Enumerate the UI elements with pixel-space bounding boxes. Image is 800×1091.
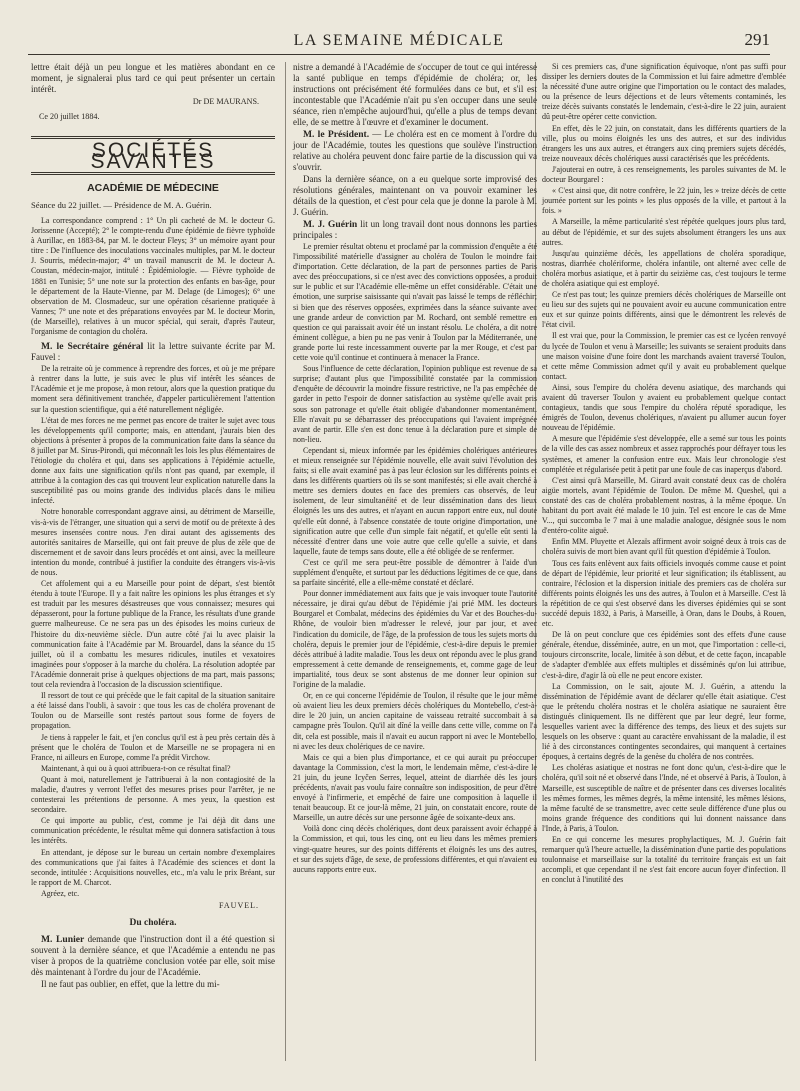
body-paragraph: Jusqu'au quinzième décès, les appellations de choléra sporadique, nostras, diarrhée cholériforme, choléra infantile, ont alterné avec celle de choléra morbus asiatique, et à partir du seizième cas, c'est toujours le terme de choléra asiatique qui est employé.	[542, 248, 786, 288]
section-title: SOCIÉTÉS SAVANTES	[31, 136, 275, 175]
body-paragraph: Les choléras asiatique et nostras ne font donc qu'un, c'est-à-dire que le choléra, qu'il soit né et observé dans l'Inde, né et observé à Paris, à Toulon, à Marseille, est susceptible de naître et de présenter dans ces diverses localités les mêmes formes, les mêmes degrés, la même intensité, les mêmes lésions, la même faculté de se transmettre, avec cette seule différence d'une plus ou moins grande fréquence des conditions qui lui donnent naissance dans l'Inde, à Paris, à Toulon.	[542, 763, 786, 833]
column-2	[293, 62, 537, 876]
intro-text: lettre était déjà un peu longue et les matières abondant en ce moment, je signalerai plus tard ce qui peut présenter un certain intérêt.	[31, 62, 275, 94]
body-paragraph: C'est ainsi qu'à Marseille, M. Girard avait constaté deux cas de choléra aigüe mortels, avant l'épidémie de Toulon. De même M. Queshel, qui a constaté des cas de choléra probablement nostras, à la même époque. Un habitant du port avait été malade le 10 juin. Tel est encore le cas de Mme V..., qui succomba le 7 mai à une maladie analogue, désignée sous le nom d'entéro-colite aiguë.	[542, 475, 786, 536]
speaker-name: M. Lunier	[41, 934, 85, 945]
body-paragraph: C'est ce qu'il me sera peut-être possible de démontrer à l'aide d'un supplément d'enquête, et surtout par les déductions légitimes de ce que, dans sa parfaite sincérité, elle a elle-même constaté et déclaré.	[293, 557, 537, 588]
lunier-paragraph	[31, 934, 275, 978]
president-text-2: Dans la dernière séance, on a eu quelque sorte improvisé des résolutions générales, maintenant on va pouvoir examiner les détails de la question, et c'est pour cela que je donne la parole à M. J. Guérin.	[293, 174, 537, 217]
speaker-name: M. J. Guérin	[303, 219, 358, 230]
letter-body	[31, 364, 275, 888]
letter-paragraph: En attendant, je dépose sur le bureau un certain nombre d'exemplaires des communications que j'ai faites à l'Académie des sciences et dont la seconde, intitulée : Acquisitions nouvelles, etc., m'a valu le prix Bréant, sur le rapport de M. Charcot.	[31, 847, 275, 887]
body-paragraph: De là on peut conclure que ces épidémies sont des effets d'une cause générale, étendue, disséminée, autre, en un mot, que l'importation : celle-ci, toujours circonscrite, locale, limitée à son début, et de cette façon, incapable de s'adapter d'emblée aux effets multiples et disséminés qu'on lui attribue, c'est-à-dire, d'agir là où elle ne peut encore exister.	[542, 630, 786, 680]
letter-paragraph: Quant à moi, naturellement je l'attribuerai à la non contagiosité de la maladie, d'autres y verront l'effet des mesures prises pour l'arrêter, je ne contesterai les prétentions de personne. A mes yeux, la question est secondaire.	[31, 774, 275, 815]
page-number: 291	[744, 30, 770, 49]
president-paragraph	[293, 129, 537, 173]
body-paragraph: La Commission, on le sait, ajoute M. J. Guérin, a attendu la dissémination de l'épidémie avant de déclarer qu'elle était asiatique. C'est que le prétendu choléra nostras et le choléra asiatique ne sauraient être distingués cliniquement. Ils ne diffèrent que par leur degré, leur forme, lesquelles varient avec la différence des temps, des lieux et des sujets sur lesquels on les observe : quant au caractère envahissant de la maladie, il est lié à des circonstances contingentes secondaires, qui manquent à certaines époques, à certains degrés de la genèse du choléra de nos contrées.	[542, 681, 786, 762]
letter-paragraph: Notre honorable correspondant aggrave ainsi, au détriment de Marseille, vis-à-vis de l'étranger, une situation qui a servi de motif ou de prétexte à des mesures insensées contre nous. J'en dirai autant des agissements des autorités sanitaires de Marseille, qui ont fait preuve de plus de zèle que de discernement et de savoir dans leurs procédés et ont ainsi, avec la meilleure intention du monde, contribué à justifier la conduite des étrangers vis-à-vis de nous.	[31, 507, 275, 577]
body-paragraph: Voilà donc cinq décès cholériques, dont deux paraissent avoir échappé à la Commission, et qui, tous les cinq, ont eu lieu dans les mêmes premiers vingt-quatre heures, sur des points différents et éloignés les uns des autres, et sur des sujets d'âge, de sexe, de professions différentes, et qui n'avaient eu aucuns rapports entre eux.	[293, 824, 537, 874]
body-paragraph: Tous ces faits enlèvent aux faits officiels invoqués comme cause et point de départ de l'épidémie, leur priorité et leur signification; ils établissent, au contraire, l'éclosion et la dispersion initiale des premiers cas de choléra sur différents points éloignés les uns des autres, à Toulon et à Marseille. C'est là la répétition de ce qui s'est observé dans les diverses épidémies qui se sont succédé depuis 1832, à Paris, à Marseille, à Oran, dans le Doubs, à Rouen, etc.	[542, 558, 786, 629]
speaker-name: M. le Président.	[303, 129, 370, 140]
letter-paragraph: L'état de mes forces ne me permet pas encore de traiter le sujet avec tous les développements qu'il comporte; mais, en attendant, j'aurais bien des objections à présenter à propos de la communication faite dans la séance du 8 juillet par M. Sirus-Pirondi, qui méconnaît les lois les plus élémentaires de l'étiologie du choléra et qui, dans ses applications à l'épidémie actuelle, donne aux faits une signification qu'ils n'ont pas quand, par exemple, il attribue à la contagion des cas qui trouvent leur explication naturelle dans la susceptibilité pas ou moins grande des individus placés dans le milieu infecté.	[31, 415, 275, 506]
column-divider	[285, 62, 286, 1061]
body-paragraph: En effet, dès le 22 juin, on constatait, dans les différents quartiers de la ville, plus ou moins éloignés les uns des autres, et sur des individus étrangers les uns aux autres, et étrangers aux cinq premiers sujets décédés, treize nouveaux décès cholériques aussi caractérisés que les précédents.	[542, 123, 786, 163]
body-paragraph: Le premier résultat obtenu et proclamé par la commission d'enquête a été l'impossibilité matérielle d'assigner au choléra de Toulon le moindre fait d'importation. Cette déclaration, de la part de personnes parties de Paris avec des préoccupations, si ce n'est avec des convictions opposées, a produit sur le public et sur l'Académie elle-même un effet considérable. C'était une émotion, une surprise saisissante qui n'avait pas laissé le temps de réfléchir; si bien que des réserves opposées, exprimées dans la séance suivante avec une grande ardeur de conviction par M. Rochard, ont semblé remettre en question ce qui paraissait avoir été un instant résolu. Le choléra, a dit notre éminent collègue, a bien pu ne pas venir à Toulon par la Méditerranée, une grande porte lui reste incessamment ouverte par la mer Rouge, et c'est par cette voie qu'il continue et continuera à menacer la France.	[293, 242, 537, 363]
dateline: Ce 20 juillet 1884.	[39, 111, 100, 121]
speaker-name: M. le Secrétaire général	[41, 341, 144, 353]
body-paragraph: Or, en ce qui concerne l'épidémie de Toulon, il résulte que le jour même où avaient lieu les deux premiers décès cholériques du Montebello, c'est-à-dire le 20 juin, un ancien capitaine de vaisseau retraité succombait à sa campagne près Toulon. Qu'il ait dîné la veille dans cette ville, comme on l'a dit, cela est possible, mais il n'avait eu aucun rapport ni avec le Montebello, ni avec les deux cholériques de ce navire.	[293, 691, 537, 751]
body-paragraph: Enfin MM. Pluyette et Alezaïs affirment avoir soigné deux à trois cas de choléra suivis de mort bien avant qu'il fût question d'épidémie à Toulon.	[542, 537, 786, 557]
seance-line: Séance du 22 juillet. — Présidence de M. A. Guérin.	[31, 199, 212, 210]
body-paragraph: Mais ce qui a bien plus d'importance, et ce qui aurait pu préoccuper davantage la Commission, c'est la mort, le lendemain même, c'est-à-dire le 21 juin, du jeune Icyčen Serres, lequel, atteint de diarrhée dès les jours précédents, n'avait pas voulu faire connaître son indisposition, de peur d'être envoyé à l'infirmerie, et empêché de faire une composition à laquelle il tenait beaucoup. Et ce jour-là même, 21 juin, on constatait encore, route de Marseille, un autre décès sur une personne âgée de soixante-deux ans.	[293, 752, 537, 823]
letter-paragraph: Cet affolement qui a eu Marseille pour point de départ, s'est bientôt étendu à toute l'Europe. Il y a fait naître les opinions les plus étranges et s'y est traduit par les mesures désastreuses que vous connaissez; mesures qui dépasseront, pour la fortune publique de la France, les résultats d'une grande guerre malheureuse. Ce ne sera pas un des épisodes les moins curieux de l'histoire du dix-neuvième siècle. D'un autre côté j'ai lu avec plaisir la communication faite à l'Académie par M. Brouardel, dans la séance du 15 juillet, où il a combattu les mesures ridicules, inutiles et vexatoires imaginées pour s'opposer à la marche du choléra. La résolution adoptée par l'Académie donnerait prise à quelques objections de ma part, mais passons; tout cela reviendra à l'occasion de la discussion scientifique.	[31, 579, 275, 690]
guerin-paragraph	[293, 219, 537, 241]
letter-paragraph: De la retraite où je commence à reprendre des forces, et où je me prépare à rentrer dans la lutte, je suis avec le plus vif intérêt les séances de l'Académie et je me propose, à mon retour, alors que la question pratique du moment sera définitivement tranchée, d'appeler particulièrement l'attention sur la question scientifique, qui a été naturellement négligée.	[31, 364, 275, 414]
body-paragraph: Il est vrai que, pour la Commission, le premier cas est ce lycéen renvoyé du lycée de Toulon et venu à Marseille; les suivants se seraient produits dans une maison voisine d'une foire dont les marchands avaient traversé Toulon, et cette même Commission admet qu'il y avait eu probablement quelque contact.	[542, 331, 786, 381]
body-paragraph: Pour donner immédiatement aux faits que je vais invoquer toute l'autorité nécessaire, je dirai qu'au début de l'épidémie j'ai prié MM. les docteurs Bourgarel et Combalat, médecins des épidémies du Var et des Bouches-du-Rhône, de vouloir bien m'adresser le relevé, jour par jour, et avec l'indication du domicile, de l'âge, de la profession de tous les sujets morts du choléra, depuis le premier jour de l'épidémie, c'est-à-dire depuis le premier décès attribué à ladite maladie. Tous les deux ont répondu avec le plus grand empressement à cette demande de renseignements, et, comme gage de leur impartialité, tous deux se sont abstenus de me donner leur opinion sur l'origine de la maladie.	[293, 589, 537, 690]
body-paragraph: J'ajouterai en outre, à ces renseignements, les paroles suivantes de M. le docteur Bourgarel :	[542, 164, 786, 185]
guerin-intro: lit un long travail dont nous donnons les parties principales :	[293, 219, 538, 240]
body-paragraph: A Marseille, la même particularité s'est répétée quelques jours plus tard, au début de l'épidémie, et sur des sujets absolument étrangers les uns aux autres.	[542, 217, 786, 247]
body-paragraph: Si ces premiers cas, d'une signification équivoque, n'ont pas suffi pour dissiper les derniers doutes de la Commission et lui faire admettre d'emblée la nécessité d'une autre origine que l'importation ou le contact des malades, ou la présence de leurs déjections et de leurs vêtements contaminés, les treize décès suivants constatés le lendemain, c'est-à-dire le 22 juin, auraient dû peut-être opérer cette conviction.	[542, 62, 786, 122]
letter-signature: FAUVEL.	[219, 901, 259, 910]
column-3	[542, 62, 786, 887]
letter-paragraph: Maintenant, à qui ou à quoi attribuera-t-on ce résultat final?	[41, 763, 231, 773]
body-paragraph: En ce qui concerne les mesures prophylactiques, M. J. Guérin fait remarquer qu'à l'heure actuelle, la dissémination d'une partie des populations toulonnaise et marseillaise sur la totalité du territoire français est un fait accompli, et que cependant il ne s'est fait encore aucun foyer d'infection. Il en conclut à l'inutilité des	[542, 835, 786, 885]
president-text: — Le choléra est en ce moment à l'ordre du jour de l'Académie, toutes les questions que soulève l'instruction relative au choléra peuvent donc faire partie de la discussion qui va s'ouvrir.	[293, 129, 538, 172]
column-opening-text: nistre a demandé à l'Académie de s'occuper de tout ce qui intéresse la santé publique en temps d'épidémie de choléra; or, les instructions ont précisément été formulées dans ce but, et s'il est incontestable que l'Académie n'ait pu s'en occuper dans une seule séance, rien n'empêche aujourd'hui, qu'elle a plus de temps devant elle, de se mettre à l'œuvre et d'examiner le document.	[293, 62, 537, 127]
society-name: ACADÉMIE DE MÉDECINE	[87, 182, 219, 194]
page-header	[28, 28, 770, 55]
body-paragraph: « C'est ainsi que, dit notre confrère, le 22 juin, les » treize décès de cette journée portent sur les points » les plus opposés de la ville, et partout à la fois. »	[542, 186, 786, 216]
running-title: LA SEMAINE MÉDICALE	[293, 32, 505, 49]
letter-paragraph: Ce qui importe au public, c'est, comme je l'ai déjà dit dans une communication précédente, le résultat même qui donnera satisfaction à tous les intérêts.	[31, 816, 275, 846]
body-paragraph: Ce n'est pas tout; les quinze premiers décès cholériques de Marseille ont eu lieu sur des sujets qui ne pouvaient avoir eu aucune communication entre eux et sur quinze points différents, ainsi que le démontrent les relevés de l'état civil.	[542, 290, 786, 330]
secretary-intro: lit la lettre suivante écrite par M. Fauvel :	[31, 341, 276, 363]
letter-paragraph: Il ressort de tout ce qui précède que le fait capital de la situation sanitaire a été laissé dans l'oubli, à savoir : que tous les cas de choléra provenant de Toulon ou de Marseille sont restés partout sous forme de foyers de propagation.	[31, 691, 275, 731]
body-paragraph: Cependant si, mieux informée par les épidémies cholériques antérieures et mieux renseignée sur l'épidémie nouvelle, elle avait suivi l'évolution des faits; si elle avait examiné pas à pas leur éclosion sur les différents points et dans les différents quartiers où ils se sont manifestés; si elle avait cherché à mettre ses derniers doutes en face des premiers cas observés, de leur isolement, de leur simultanéité et de leur dissémination dans des lieux éloignés les uns des autres, et n'ayant en aucun rapport entre eux, nul doute qu'elle eût donné, à l'absence constatée de toute origine d'importation, une signification autre que celle d'un simple fait négatif, et qu'elle eût senti la nécessité d'entrer dans une voie autre que celle qu'elle a suivie, et dans laquelle, faute de temps sans doute, elle a été obligée de se renfermer.	[293, 445, 537, 556]
letter-closing: Agréez, etc.	[41, 888, 80, 898]
correspondance-text: La correspondance comprend : 1° Un pli cacheté de M. le docteur G. Jorissenne (Accepté); 2° le compte-rendu d'une épidémie de fièvre typhoïde à Aurillac, en 1883-84, par M. le docteur Fleys; 3° un mémoire ayant pour titre : De l'influence des inoculations vaccinales multiples, par M. le docteur J. Sourris, médecin-major; 4° un travail manuscrit de M. le docteur A. Coustan, médecin-major, intitulé : Épidémiologie. — Fièvre typhoïde de 1881 en Tunisie; 5° une note sur la protection des enfants en bas-âge, pour le département de la Haute-Vienne, par M. Delage (de Limoges); 6° une observation de M. Closmadeuc, sur une opération césarienne pratiquée à Vannes; 7° une note et des préparations envoyées par M. le docteur Morin, (de Marseille), relatives à un mucor spécial, qui serait, d'après l'auteur, l'organisme de contagion du choléra.	[31, 216, 275, 337]
subsection-heading: Du choléra.	[129, 917, 177, 928]
tail-text: Il ne faut pas oublier, en effet, que la lettre du mi-	[41, 979, 220, 989]
body-paragraph: Sous l'influence de cette déclaration, l'opinion publique est revenue de sa surprise; d'autant plus que l'impossibilité constatée par la commission d'enquête de découvrir la moindre fissure restrictive, ne l'a pas empêchée de garder in petto l'espoir de donner satisfaction au système qu'elle avait pris sous son patronage et qu'elle était obligée d'abandonner momentanément. Elle n'avait pu se débarrasser des préoccupations qui l'avaient imprégnée avant de partir. Elle s'en est donc tenue à la déclaration pure et simple de non-lieu.	[293, 364, 537, 444]
body-paragraph: A mesure que l'épidémie s'est développée, elle a semé sur tous les points de la ville des cas assez nombreux et assez rapprochés pour défrayer tous les systèmes, et amener la confusion entre eux. Mais leur chronologie s'est complétée et régularisée petit à petit par une foule de cas inaperçus d'abord.	[542, 434, 786, 474]
body-paragraph: Ainsi, sous l'empire du choléra devenu asiatique, des marchands qui avaient dû traverser Toulon y avaient eu probablement quelque contact contagieux, tandis que sous l'empire du choléra réputé sporadique, les émigrés de Toulon, devenus cholériques, n'avaient pu allumer aucun foyer nouveau de l'épidémie.	[542, 382, 786, 433]
intro-signature: Dr DE MAURANS.	[192, 97, 259, 106]
column-1	[31, 62, 275, 991]
letter-paragraph: Je tiens à rappeler le fait, et j'en conclus qu'il est à peu près certain dès à présent que le choléra de Toulon et de Marseille ne se propagera ni en France, ni ailleurs en Europe, comme l'a prédit Virchow.	[31, 732, 275, 762]
lunier-text: demande que l'instruction dont il a été question si souvent à la dernière séance, et que l'Académie a entendu ne pas viser à propos de la quatrième conclusion votée par elle, soit mise dès maintenant à l'ordre du jour de l'Académie.	[31, 934, 275, 977]
secretary-paragraph	[31, 341, 275, 363]
